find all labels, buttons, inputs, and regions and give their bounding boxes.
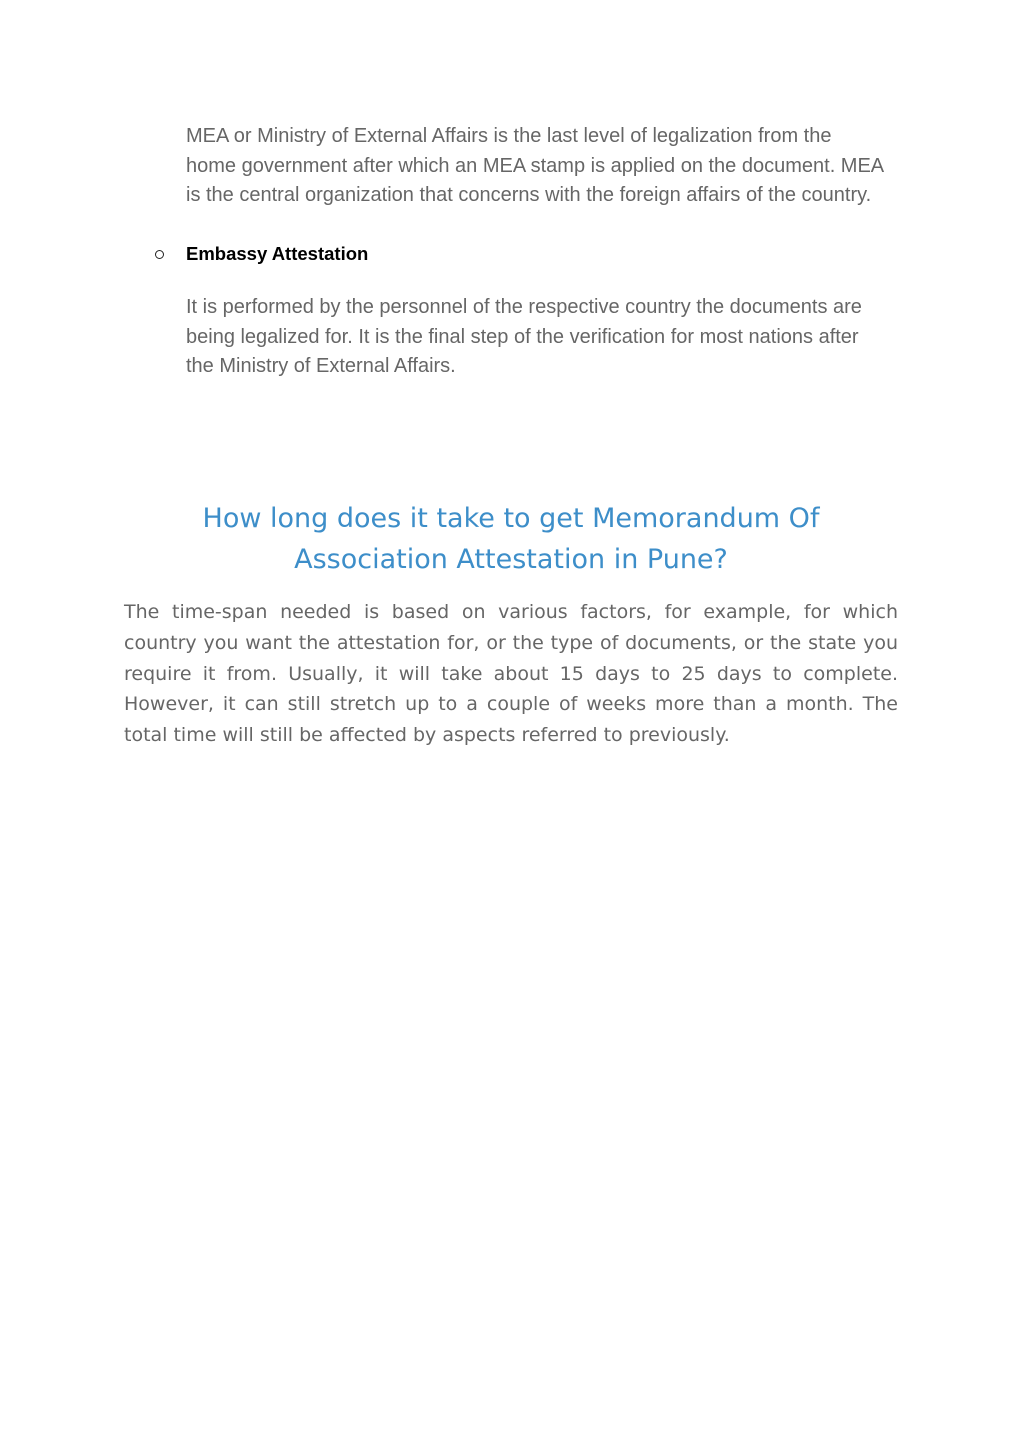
list-item-embassy-attestation [153, 241, 853, 267]
section-heading: How long does it take to get Memorandum Of Association Attestation in Pune? [202, 503, 820, 575]
mea-paragraph: MEA or Ministry of External Affairs is the last level of legalization from the home government after which an MEA stamp is applied on the document. MEA is the central organization that concerns with the foreign affairs of the country. [186, 125, 884, 206]
hollow-circle-bullet-icon [155, 250, 164, 259]
time-span-paragraph: The time-span needed is based on various factors, for example, for which country you want the attestation for, or the type of documents, or the state you require it from. Usually, it will take about 15 days to 25 days to complete. However, it can still stretch up to a couple of weeks more than a month. The total time will still be affected by aspects referred to previously. [124, 601, 898, 747]
list-item-label: Embassy Attestation [186, 243, 369, 264]
embassy-paragraph: It is performed by the personnel of the respective country the documents are being legalized for. It is the final step of the verification for most nations after the Ministry of External Affairs. [186, 296, 862, 377]
